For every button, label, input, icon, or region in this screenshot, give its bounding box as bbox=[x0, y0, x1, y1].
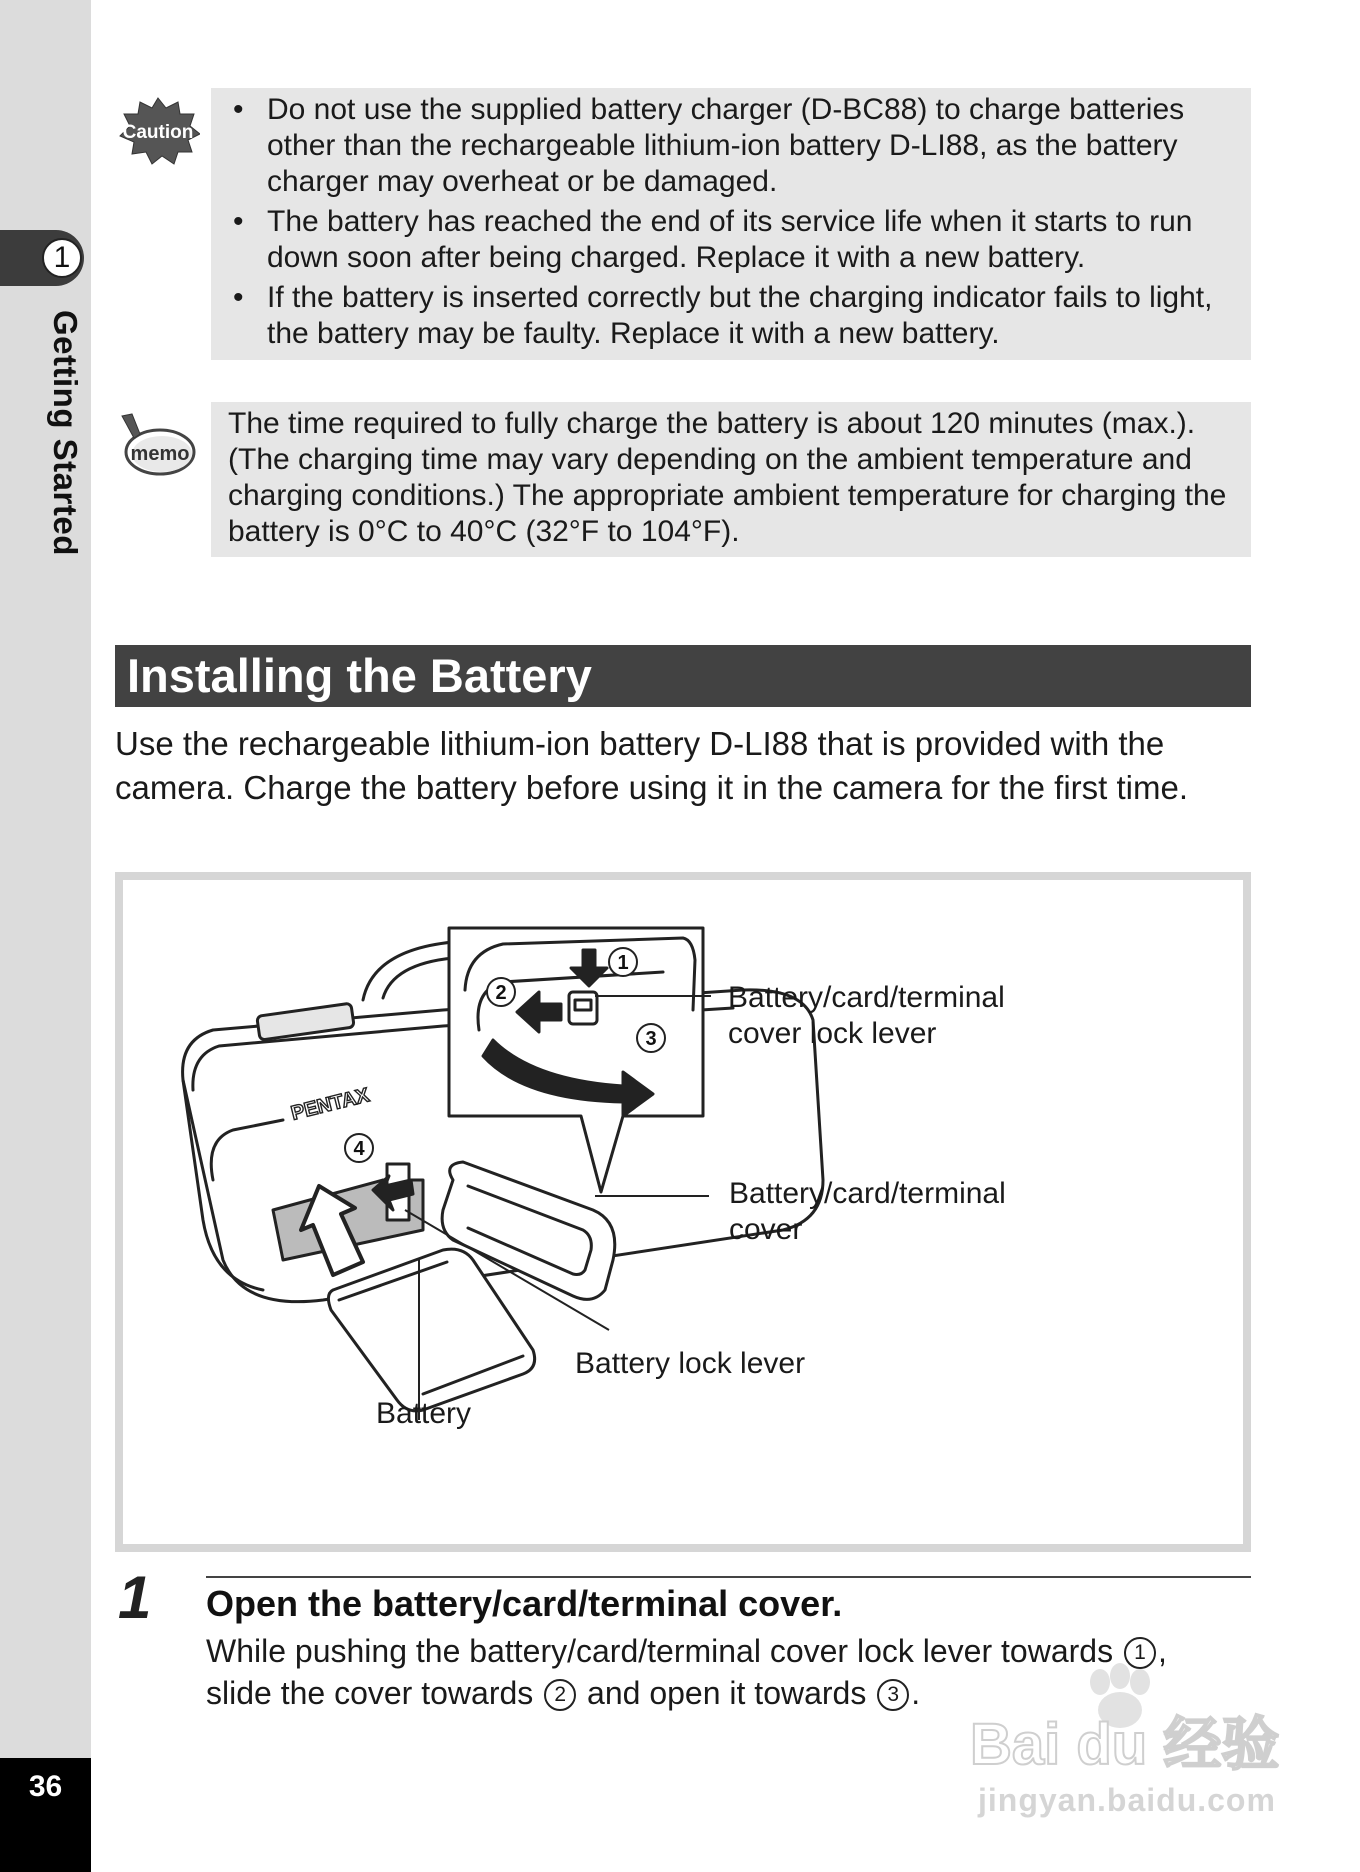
circled-marker: 2 bbox=[544, 1679, 576, 1711]
caution-item: • Do not use the supplied battery charger (D-BC88) to charge batteries other than the rechargeable lithium-ion battery D-LI88, as the battery charger may overheat or be damaged. bbox=[229, 92, 1251, 200]
label-battery: Battery bbox=[376, 1397, 472, 1430]
label-battery-lock-lever: Battery lock lever bbox=[575, 1347, 806, 1380]
label-cover-lock-lever-line1: Battery/card/terminal bbox=[728, 981, 1005, 1014]
label-cover-line1: Battery/card/terminal bbox=[729, 1177, 1006, 1210]
caution-item: • If the battery is inserted correctly but the charging indicator fails to light, the battery may be faulty. Replace it with a new battery. bbox=[229, 280, 1251, 352]
step-number: 1 bbox=[118, 1564, 152, 1631]
watermark-logo: Bai du 经验 bbox=[970, 1712, 1280, 1777]
memo-box bbox=[211, 402, 1251, 557]
caution-icon bbox=[116, 96, 200, 166]
camera-illustration bbox=[123, 880, 1243, 1544]
caution-item: • The battery has reached the end of its service life when it starts to run down soon after being charged. Replace it with a new battery. bbox=[229, 204, 1251, 276]
watermark-url: jingyan.baidu.com bbox=[978, 1782, 1276, 1818]
step-title: Open the battery/card/terminal cover. bbox=[206, 1583, 843, 1624]
chapter-number: 1 bbox=[42, 238, 82, 278]
marker-2: 2 bbox=[495, 982, 507, 1004]
step-body-text: and open it towards bbox=[587, 1675, 867, 1711]
caution-icon-label: Caution bbox=[122, 122, 194, 143]
memo-icon-label: memo bbox=[130, 443, 190, 465]
caution-box bbox=[211, 88, 1251, 360]
step-divider bbox=[206, 1576, 1251, 1578]
baidu-watermark bbox=[960, 1660, 1300, 1780]
circled-marker: 1 bbox=[1124, 1637, 1156, 1669]
label-cover-lock-lever-line2: cover lock lever bbox=[728, 1017, 937, 1050]
caution-list bbox=[211, 92, 1251, 352]
marker-3: 3 bbox=[645, 1028, 657, 1050]
step-body-text: While pushing the battery/card/terminal cover lock lever towards bbox=[206, 1633, 1114, 1669]
label-cover-line2: cover bbox=[729, 1213, 803, 1246]
step-body-text: slide the cover towards bbox=[206, 1675, 534, 1711]
inset-lock-lever-slot bbox=[575, 1000, 591, 1010]
memo-icon bbox=[118, 412, 198, 476]
memo-text: The time required to fully charge the battery is about 120 minutes (max.). (The charging time may vary depending on the ambient temperature and charging conditions.) The appropriate ambient temperature for charging the battery is 0°C to 40°C (32°F to 104°F). bbox=[228, 407, 1227, 548]
step-body-text: . bbox=[911, 1675, 921, 1711]
marker-4: 4 bbox=[353, 1138, 365, 1160]
battery-installation-figure bbox=[115, 872, 1251, 1552]
chapter-title: Getting Started bbox=[47, 310, 84, 556]
step-body-text: , bbox=[1157, 1633, 1167, 1669]
section-intro: Use the rechargeable lithium-ion battery D-LI88 that is provided with the camera. Charge the battery before using it in the camera for the first time. bbox=[115, 725, 1188, 806]
camera-brand: PENTAX bbox=[288, 1084, 372, 1125]
page-number: 36 bbox=[28, 1770, 63, 1803]
circled-marker: 3 bbox=[877, 1679, 909, 1711]
section-title: Installing the Battery bbox=[127, 649, 592, 702]
marker-1: 1 bbox=[617, 952, 629, 974]
